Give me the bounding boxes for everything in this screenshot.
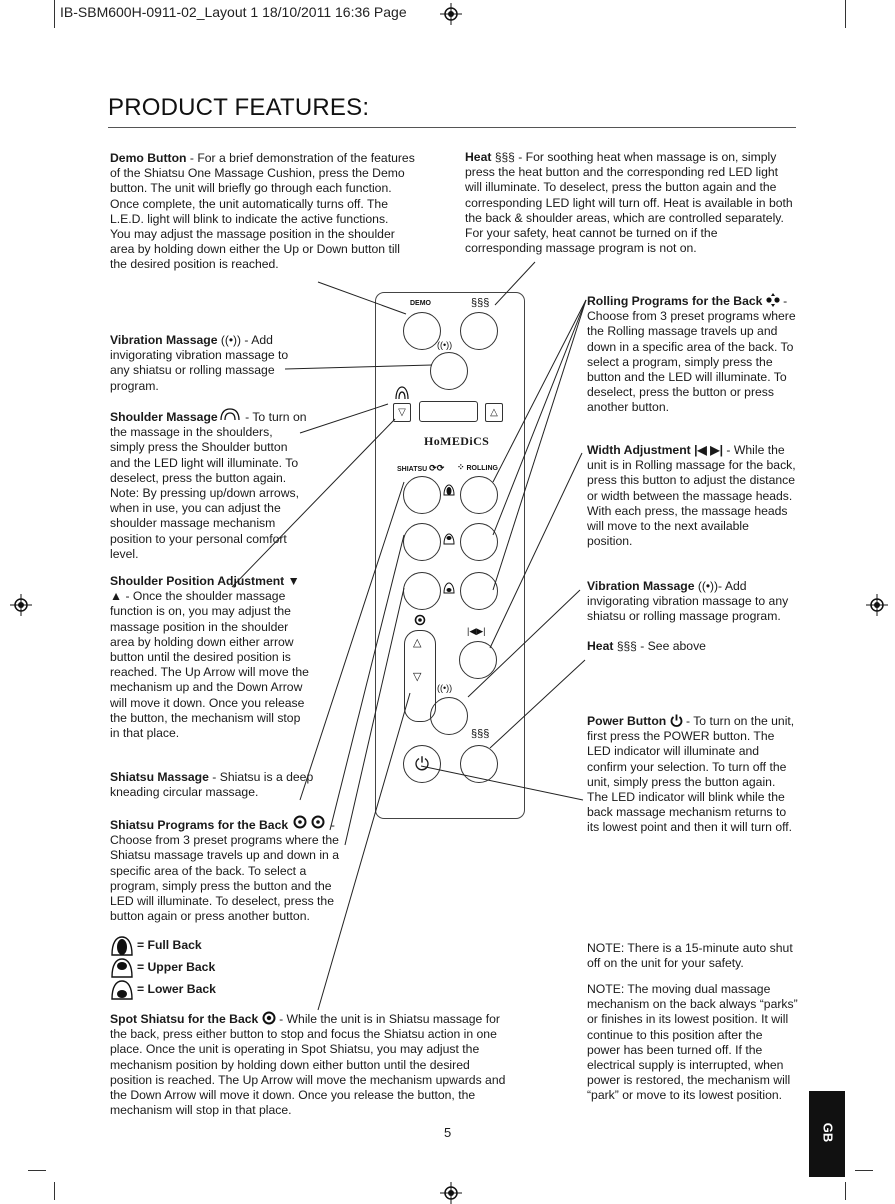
vibration-heading: Vibration Massage <box>110 333 218 347</box>
rolling-heading: Rolling Programs for the Back <box>587 294 763 308</box>
demo-body-2: You may adjust the massage position in the shoulder area by holding down either the Up or Down button till the desired position is reached. <box>110 227 400 272</box>
spot-shiatsu-heading: Spot Shiatsu for the Back <box>110 1012 259 1026</box>
rolling-label: ⁘ ROLLING <box>457 462 498 472</box>
width-heading: Width Adjustment |◀ ▶| <box>587 443 724 457</box>
heat-body: - For soothing heat when massage is on, simply press the heat button and the corresponding red LED light will illuminate. To deselect, press the button again and the corresponding LED light will turn off. Heat is available in both the back & shoulder areas, which are controlled separately. For your safety, heat cannot be turned on if the corresponding massage program is not on. <box>465 150 793 256</box>
spot-down-button[interactable]: ▽ <box>413 671 422 683</box>
brand-logo: HoMEDiCS <box>424 434 490 448</box>
rolling-body: - Choose from 3 preset programs where the Rolling massage travels up and down in a specific area of the back. To select a program, simply press the button and the LED will illuminate. To deselect, press the button or press another button. <box>587 294 796 415</box>
shoulder-down-button[interactable]: ▽ <box>393 403 411 422</box>
width-body: - While the unit is in Rolling massage for the back, press this button to adjust the distance or width between the massage heads. With each press, the massage heads will move to the next available position. <box>587 443 796 549</box>
width-icon: |◀▶| <box>467 626 486 636</box>
note-auto-shutoff: NOTE: There is a 15-minute auto shut off on the unit for your safety. <box>587 941 793 971</box>
heat-icon: §§§ <box>616 639 637 653</box>
language-tab: GB <box>809 1091 845 1177</box>
shiatsu-heading: Shiatsu Massage <box>110 770 209 784</box>
legend-label: = Lower Back <box>137 982 216 997</box>
shoulder-up-button[interactable]: △ <box>485 403 503 422</box>
vibration-heading-right: Vibration Massage <box>587 579 695 593</box>
vibration-icon: ((•)) <box>437 683 453 693</box>
demo-heading: Demo Button <box>110 151 187 165</box>
file-slug: IB-SBM600H-0911-02_Layout 1 18/10/2011 16:36 Page <box>60 4 407 20</box>
power-button[interactable]: ⏻ <box>403 745 441 783</box>
heat-icon: §§§ <box>471 297 490 309</box>
shiatsu-label: SHIATSU ⟳⟳ <box>397 463 445 473</box>
legend-label: = Upper Back <box>137 960 216 975</box>
power-body: - To turn on the unit, first press the POWER button. The LED indicator will illuminate and confirm your selection. To turn off the unit, simply press the button again. The LED indicator will blink while the back massage mechanism returns to its lowest point and then it will turn off. <box>587 714 795 835</box>
note-parking: NOTE: The moving dual massage mechanism on the back always “parks” or finishes in its lowest position. It will continue to this position after the power has been turned off. If the electrical supply is interrupted, when power is restored, the mechanism will “park” or move to its lowest position. <box>587 982 798 1103</box>
power-heading: Power Button <box>587 714 667 728</box>
shiatsu-programs-heading: Shiatsu Programs for the Back <box>110 818 289 832</box>
vibration-body: - Add invigorating vibration massage to any shiatsu or rolling massage program. <box>110 333 289 393</box>
demo-body: - For a brief demonstration of the features of the Shiatsu One Massage Cushion, press the Demo button. The unit will briefly go through each function. Once complete, the unit automatically turns off. The L.E.D. light will blink to indicate the active functions. <box>110 151 415 226</box>
legend-label: = Full Back <box>137 938 202 953</box>
demo-label: DEMO <box>410 300 431 307</box>
heat-heading-right: Heat <box>587 639 614 653</box>
shoulder-position-body: - Once the shoulder massage function is on, you may adjust the massage position in the shoulder area by holding down either arrow button until the desired position is reached. The Up Arrow will move the mechanism up and the Down Arrow will move it down. Once you release the button, the mechanism will stop in that place. <box>110 589 309 741</box>
heat-icon: §§§ <box>494 150 515 164</box>
vibration-body-right: - Add invigorating vibration massage to any shiatsu or rolling massage program. <box>587 579 789 624</box>
shoulder-body: - To turn on the massage in the shoulders, simply press the Shoulder button and the LED light will illuminate. To deselect, press the button again. Note: By pressing up/down arrows, when in use, you can adjust the shoulder massage mechanism position to your personal comfort level. <box>110 410 307 561</box>
spot-up-button[interactable]: △ <box>413 637 422 649</box>
heat-icon: §§§ <box>471 728 490 740</box>
spot-shiatsu-body: - While the unit is in Shiatsu massage for the back, press either button to stop and focus the Shiatsu action in one place. Once the unit is operating in Spot Shiatsu, you may adjust the mechanism position by holding down either button until the desired position is reached. The Up Arrow will move the mechanism upwards and the Down Arrow will move it down. Once you release the button, the mechanism will stop in that place. <box>110 1012 506 1118</box>
page-title: PRODUCT FEATURES: <box>108 94 370 121</box>
shiatsu-body: - Shiatsu is a deep kneading circular massage. <box>110 770 314 800</box>
shiatsu-programs-body: - Choose from 3 preset programs where the Shiatsu massage travels up and down in a specific area of the back. To select a program, simply press the button and the LED will illuminate. To deselect, press the button again or press another button. <box>110 818 339 924</box>
page-number: 5 <box>444 1125 452 1140</box>
vibration-icon: ((•)) <box>220 333 242 347</box>
vibration-icon: ((•)) <box>437 340 453 350</box>
shoulder-position-heading: Shoulder Position Adjustment ▼ ▲ <box>110 574 300 604</box>
vibration-icon: ((•)) <box>697 579 719 593</box>
shoulder-heading: Shoulder Massage <box>110 410 218 424</box>
heat-body-right: - See above <box>636 639 706 653</box>
heat-heading: Heat <box>465 150 492 164</box>
